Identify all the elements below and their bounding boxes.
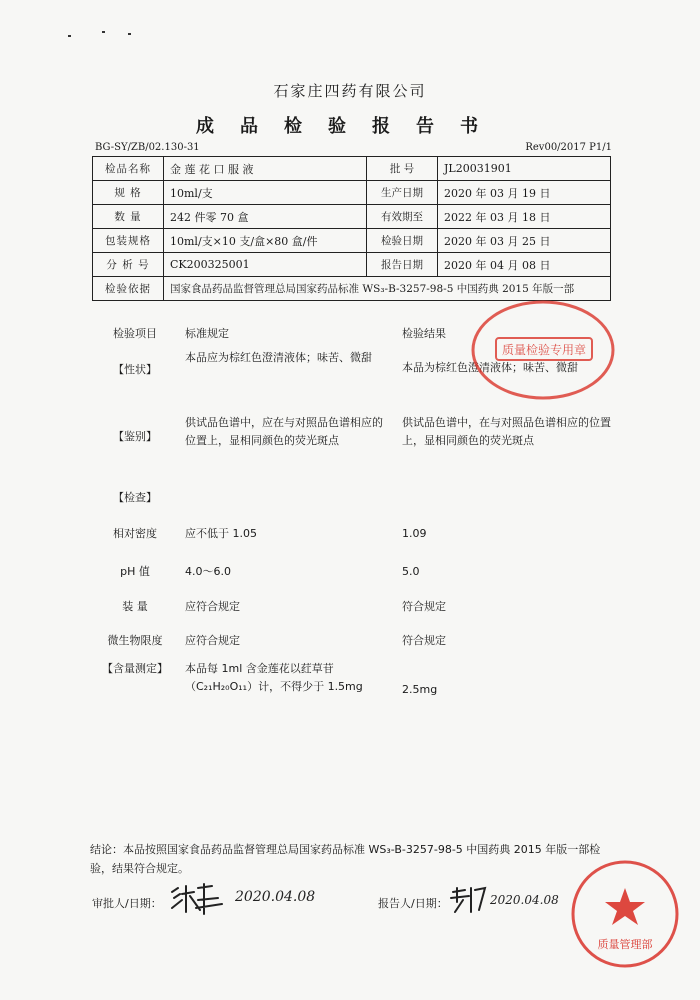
qc-seal-text: 质量检验专用章 [501,343,587,357]
test-ph-result: 5.0 [402,565,420,578]
test-assay-result: 2.5mg [402,683,438,696]
test-assay-item: 【含量测定】 [102,662,168,675]
test-check-heading: 【检查】 [113,491,157,504]
scan-speck [102,31,105,33]
reporter-date: 2020.04.08 [490,893,559,907]
mfg-date-value: 2020 年 03 月 19 日 [438,181,611,205]
approver-signature [168,882,228,922]
document-title: 成品检验报告书 [196,116,504,137]
test-identification-item: 【鉴别】 [113,430,157,443]
batch-value: JL20031901 [438,157,611,181]
pack-label: 包装规格 [93,229,164,253]
scan-speck [68,35,71,37]
test-assay-standard: 本品每 1ml 含金莲花以荭草苷（C₂₁H₂₀O₁₁）计，不得少于 1.5mg [185,662,363,693]
test-ph-standard: 4.0～6.0 [185,565,231,578]
batch-label: 批 号 [367,157,438,181]
info-table [92,156,611,301]
report-date-label: 报告日期 [367,253,438,277]
inspection-date-label: 检验日期 [367,229,438,253]
basis-label: 检验依据 [93,277,164,301]
header-item: 检验项目 [113,327,157,340]
approver-label: 审批人/日期： [92,897,162,910]
analysis-no-label: 分 析 号 [93,253,164,277]
test-ph-item: pH 值 [120,565,150,578]
document-code: BG-SY/ZB/02.130-31 [95,142,200,153]
basis-value: 国家食品药品监督管理总局国家药品标准 WS₃-B-3257-98-5 中国药典 2015 年版一部 [164,277,611,301]
test-density-result: 1.09 [402,527,427,540]
spec-label: 规 格 [93,181,164,205]
quantity-label: 数 量 [93,205,164,229]
expiry-label: 有效期至 [367,205,438,229]
reporter-label: 报告人/日期： [378,897,448,910]
qm-seal-stamp [569,858,681,970]
header-standard: 标准规定 [185,327,229,340]
test-appearance-result: 本品为棕红色澄清液体；味苦、微甜 [402,361,578,374]
header-result: 检验结果 [402,327,446,340]
test-density-item: 相对密度 [113,527,157,540]
test-appearance-standard: 本品应为棕红色澄清液体；味苦、微甜 [185,351,372,364]
test-microbial-standard: 应符合规定 [185,634,240,647]
quantity-value: 242 件零 70 盒 [164,205,367,229]
test-identification-standard: 供试品色谱中，应在与对照品色谱相应的位置上，显相同颜色的荧光斑点 [185,416,383,447]
test-fill-standard: 应符合规定 [185,600,240,613]
pack-value: 10ml/支×10 支/盒×80 盒/件 [164,229,367,253]
approver-date: 2020.04.08 [235,889,316,905]
test-identification-result: 供试品色谱中，在与对照品色谱相应的位置上，显相同颜色的荧光斑点 [402,416,611,447]
inspection-date-value: 2020 年 03 月 25 日 [438,229,611,253]
analysis-no-value: CK200325001 [164,253,367,277]
qc-seal-stamp [468,298,618,402]
test-microbial-result: 符合规定 [402,634,446,647]
report-date-value: 2020 年 04 月 08 日 [438,253,611,277]
product-value: 金 莲 花 口 服 液 [164,157,367,181]
mfg-date-label: 生产日期 [367,181,438,205]
test-microbial-item: 微生物限度 [107,634,163,647]
test-appearance-item: 【性状】 [113,363,157,376]
test-fill-result: 符合规定 [402,600,446,613]
reporter-signature [449,884,489,918]
reporter-signature-mark [449,884,489,914]
revision-label: Rev00/2017 P1/1 [525,142,612,153]
expiry-value: 2022 年 03 月 18 日 [438,205,611,229]
test-density-standard: 应不低于 1.05 [185,527,257,540]
spec-value: 10ml/支 [164,181,367,205]
test-fill-item: 装 量 [122,600,148,613]
scan-speck [128,33,131,35]
approver-signature-mark [168,882,228,916]
company-name: 石家庄四药有限公司 [273,82,427,100]
qm-seal-text: 质量管理部 [597,938,653,951]
conclusion-text: 结论：本品按照国家食品药品监督管理总局国家药品标准 WS₃-B-3257-98-5 中国药典 2015 年版一部检验，结果符合规定。 [90,843,601,875]
product-label: 检品名称 [93,157,164,181]
